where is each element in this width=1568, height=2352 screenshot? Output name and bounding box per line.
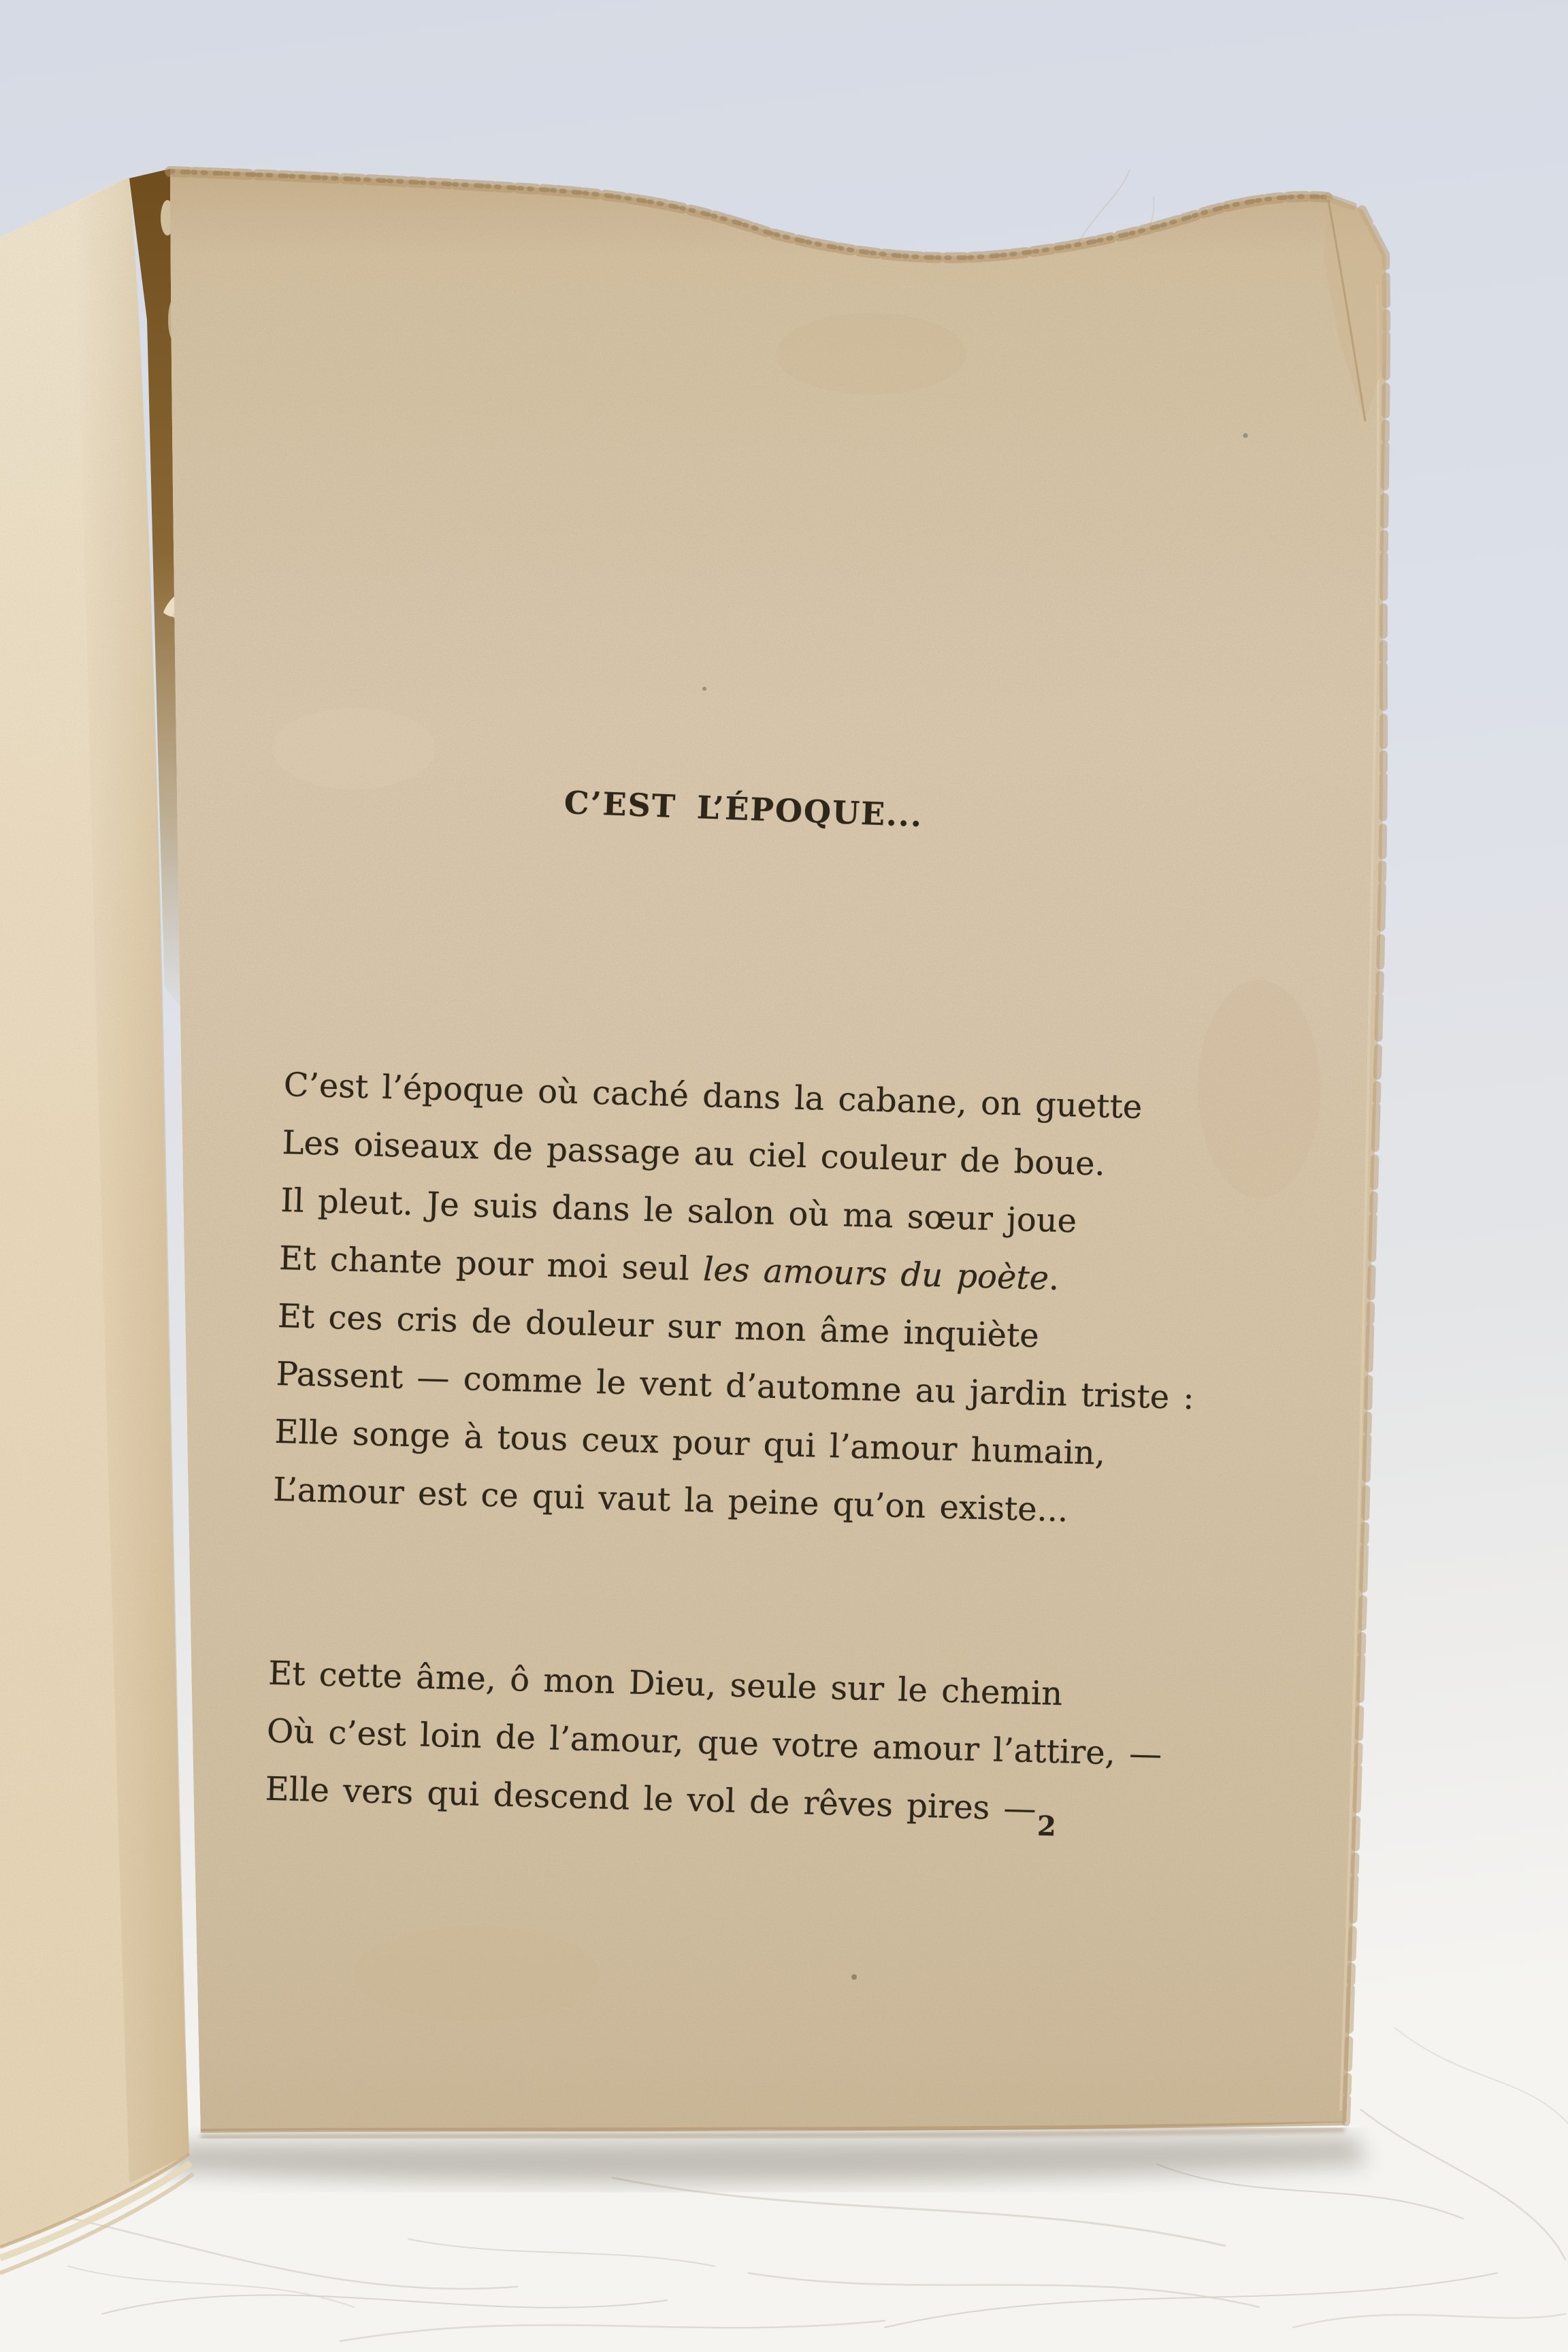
poem-line: C’est l’époque où caché dans la cabane, on guette bbox=[283, 1065, 1143, 1127]
poem-line: Il pleut. Je suis dans le salon où ma sœur joue bbox=[280, 1181, 1077, 1241]
page-number: 2 bbox=[1036, 1810, 1057, 1843]
poem-line: Elle songe à tous ceux pour qui l’amour humain, bbox=[274, 1412, 1106, 1473]
poem-line: Les oiseaux de passage au ciel couleur de boue. bbox=[281, 1123, 1106, 1183]
stanza-1 bbox=[272, 1056, 1203, 1543]
poem-title: C’EST L’ÉPOQUE... bbox=[564, 784, 924, 834]
poem-line-fragment: Et chante pour moi seul bbox=[278, 1239, 704, 1289]
poem-line: Elle vers qui descend le vol de rêves pires — bbox=[265, 1769, 1037, 1829]
poem-line: Passent — comme le vent d’automne au jardin triste : bbox=[276, 1354, 1195, 1418]
poem-line-fragment: . bbox=[1048, 1259, 1060, 1298]
poem-line: L’amour est ce qui vaut la peine qu’on existe... bbox=[272, 1470, 1069, 1530]
poem-line: Et cette âme, ô mon Dieu, seule sur le chemin bbox=[267, 1654, 1063, 1714]
poem-line-italic-fragment: les amours du poète bbox=[702, 1250, 1049, 1298]
poem-line: Et ces cris de douleur sur mon âme inquiète bbox=[277, 1296, 1040, 1356]
poem-line: Où c’est loin de l’amour, que votre amour l’attire, — bbox=[266, 1712, 1162, 1774]
poem-text bbox=[265, 1056, 1203, 1842]
